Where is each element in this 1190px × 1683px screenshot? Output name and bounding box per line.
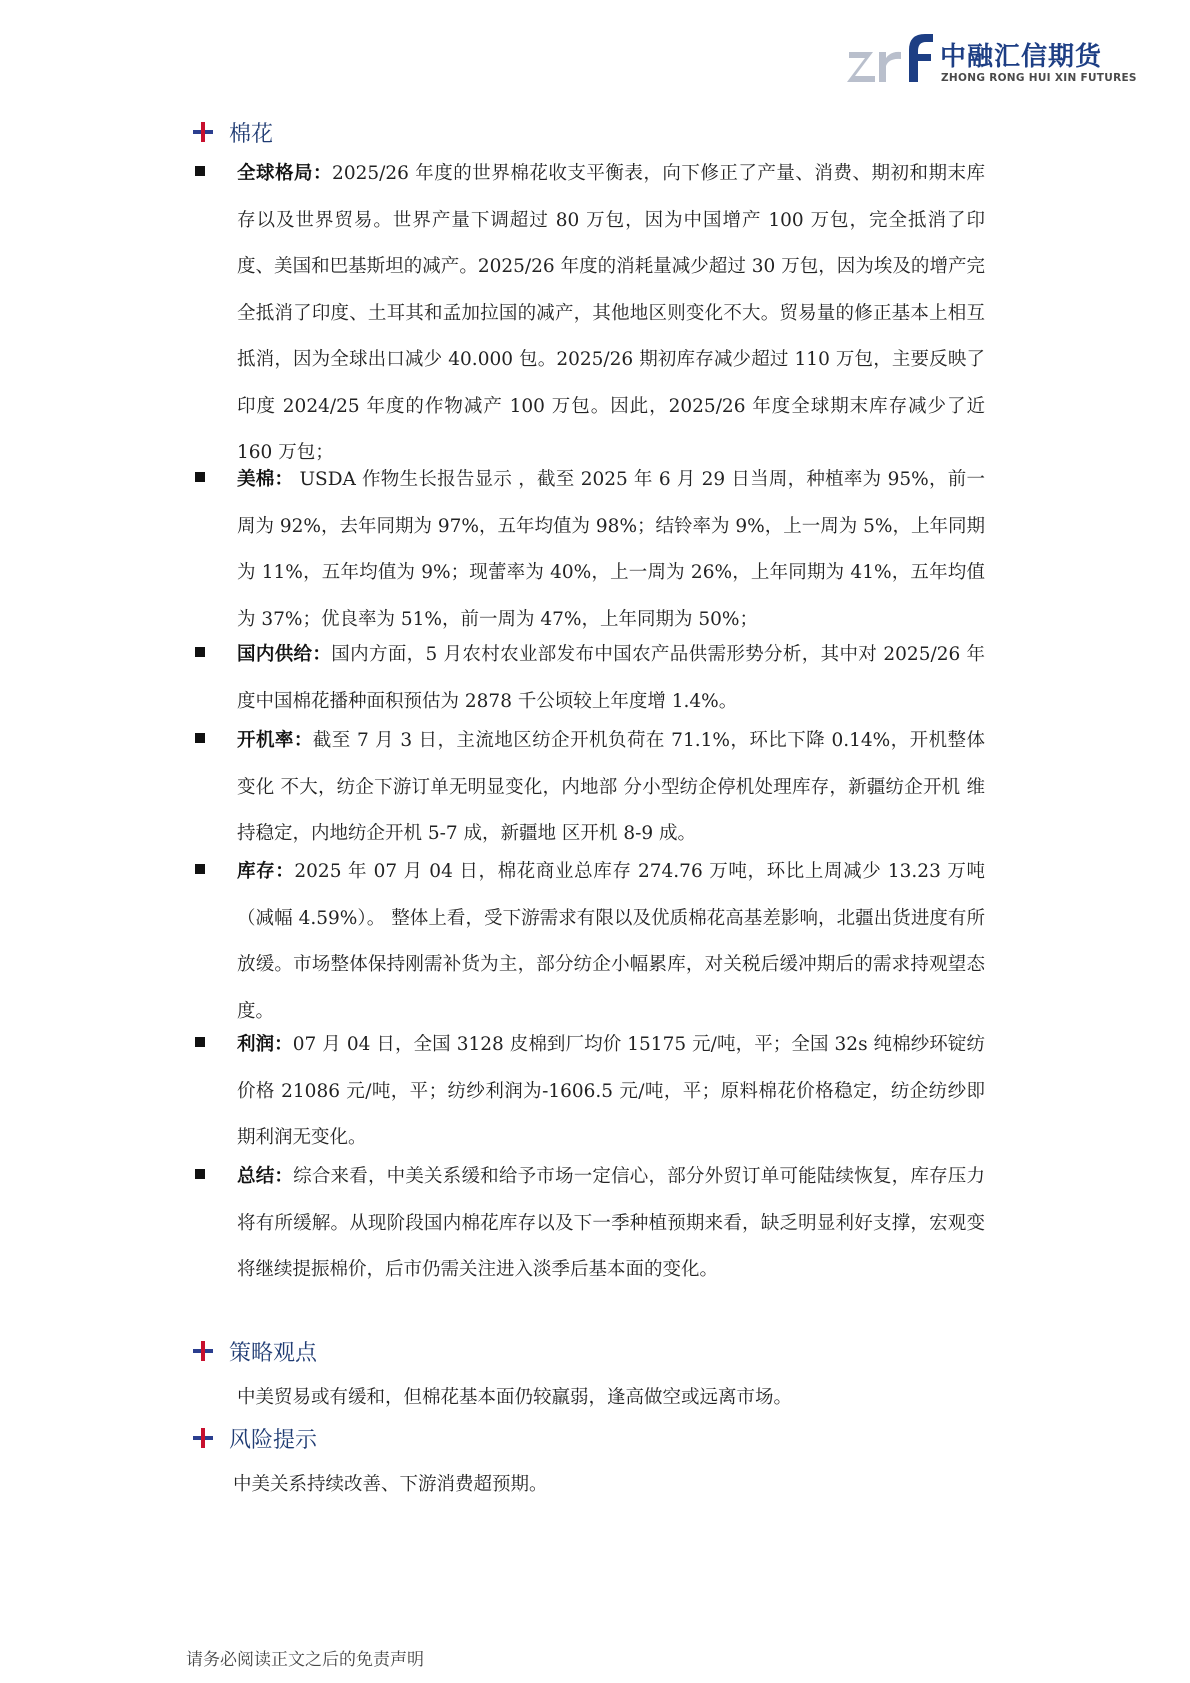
bullet-label: 国内供给： [237, 644, 332, 665]
section-marker-icon [193, 1341, 213, 1361]
strategy-text: 中美贸易或有缓和，但棉花基本面仍较羸弱，逢高做空或远离市场。 [237, 1387, 793, 1408]
bullet-label: 利润： [237, 1034, 293, 1055]
bullet-label: 全球格局： [237, 163, 333, 184]
bullet-text: 07 月 04 日，全国 3128 皮棉到厂均价 15175 元/吨，平；全国 32s 纯棉纱环锭纺价格 21086 元/吨，平；纺纱利润为-1606.5 元/吨，平；原料棉花价格稳定，纺企纺纱即期利润无变化。 [237, 1034, 985, 1148]
bullet-text: 2025/26 年度的世界棉花收支平衡表，向下修正了产量、消费、期初和期末库存以及世界贸易。世界产量下调超过 80 万包，因为中国增产 100 万包，完全抵消了印度、美国和巴基斯坦的减产。2025/26 年度的消耗量减少超过 30 万包，因为埃及的增产完全抵消了印度、土耳其和孟加拉国的减产，其他地区则变化不大。贸易量的修正基本上相互抵消，因为全球出口减少 40.000 包。2025/26 期初库存减少超过 110 万包，主要反映了印度 2024/25 年度的作物减产 100 万包。因此，2025/26 年度全球期末库存减少了近 160 万包； [237, 163, 985, 463]
bullet-text: 国内方面，5 月农村农业部发布中国农产品供需形势分析，其中对 2025/26 年度中国棉花播种面积预估为 2878 千公顷较上年度增 1.4%。 [237, 644, 985, 712]
section-heading-risk [193, 1418, 317, 1458]
bullet-label: 开机率： [237, 730, 313, 751]
bullet-label: 总结： [237, 1166, 294, 1187]
bullet-square-icon [195, 1169, 205, 1179]
company-logo [845, 30, 1137, 90]
bullet-label: 库存： [237, 861, 295, 882]
section-heading-cotton [193, 112, 273, 152]
risk-text: 中美关系持续改善、下游消费超预期。 [233, 1474, 548, 1495]
bullet-text: 综合来看，中美关系缓和给予市场一定信心，部分外贸订单可能陆续恢复，库存压力将有所缓解。从现阶段国内棉花库存以及下一季种植预期来看，缺乏明显利好支撑，宏观变将继续提振棉价，后市仍需关注进入淡季后基本面的变化。 [237, 1166, 985, 1280]
section-title: 策略观点 [229, 1340, 318, 1366]
bullet-global-pattern [195, 151, 985, 477]
section-marker-icon [193, 122, 213, 142]
bullet-label: 美棉： [237, 469, 294, 490]
bullet-square-icon [195, 1037, 205, 1047]
logo-company-english-name: ZHONG RONG HUI XIN FUTURES [941, 72, 1137, 84]
footer-disclaimer: 请务必阅读正文之后的免责声明 [186, 1650, 424, 1670]
bullet-profit [195, 1022, 985, 1162]
section-marker-icon [193, 1428, 213, 1448]
bullet-square-icon [195, 472, 205, 482]
bullet-inventory [195, 849, 985, 1035]
bullet-operating-rate [195, 718, 985, 858]
bullet-text: USDA 作物生长报告显示 ，截至 2025 年 6 月 29 日当周，种植率为 95%，前一周为 92%，去年同期为 97%，五年均值为 98%；结铃率为 9%，上一周为 5%，上年同期为 11%，五年均值为 9%；现蕾率为 40%，上一周为 26%，上年同期为 41%，五年均值为 37%；优良率为 51%，前一周为 47%，上年同期为 50%； [237, 469, 985, 630]
bullet-summary [195, 1154, 985, 1294]
bullet-domestic-supply [195, 632, 985, 725]
bullet-square-icon [195, 647, 205, 657]
section-title: 棉花 [229, 121, 274, 147]
znf-logo-icon [845, 30, 935, 90]
section-heading-strategy [193, 1331, 317, 1371]
bullet-square-icon [195, 166, 205, 176]
bullet-text: 截至 7 月 3 日，主流地区纺企开机负荷在 71.1%，环比下降 0.14%，开机整体变化 不大，纺企下游订单无明显变化，内地部 分小型纺企停机处理库存，新疆纺企开机 维持稳定，内地纺企开机 5-7 成，新疆地 区开机 8-9 成。 [237, 730, 985, 844]
bullet-square-icon [195, 864, 205, 874]
section-title: 风险提示 [229, 1427, 318, 1453]
bullet-us-cotton [195, 457, 985, 643]
bullet-square-icon [195, 733, 205, 743]
logo-company-name: 中融汇信期货 [940, 42, 1103, 72]
bullet-text: 2025 年 07 月 04 日，棉花商业总库存 274.76 万吨，环比上周减少 13.23 万吨（减幅 4.59%）。 整体上看，受下游需求有限以及优质棉花高基差影响，北疆出货进度有所放缓。市场整体保持刚需补货为主，部分纺企小幅累库，对关税后缓冲期后的需求持观望态度。 [237, 861, 985, 1022]
